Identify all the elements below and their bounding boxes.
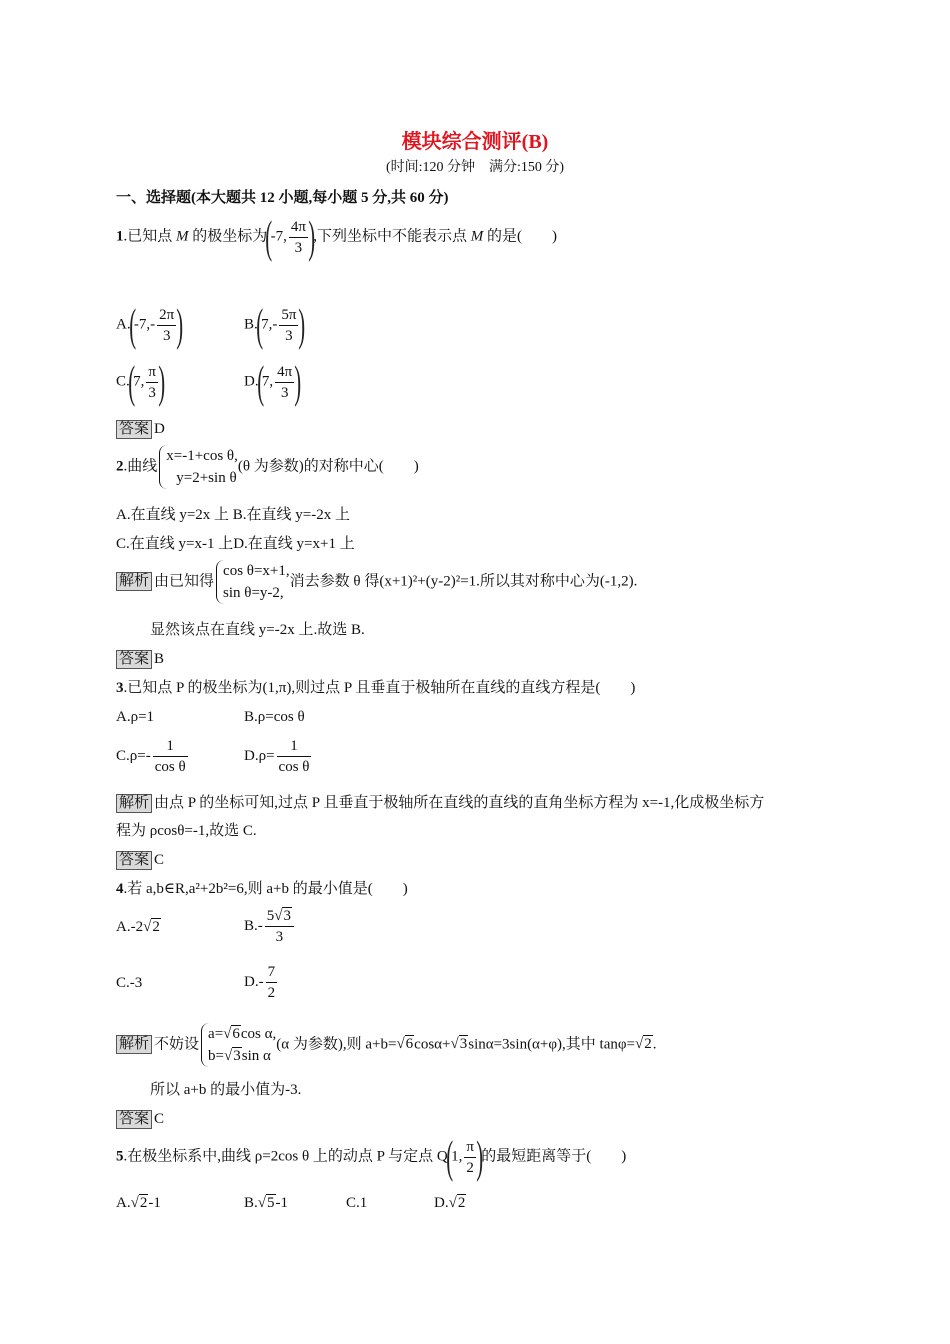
question-text: (θ 为参数)的对称中心( )	[237, 458, 419, 475]
radicand: 6	[405, 1036, 414, 1053]
fraction	[277, 736, 312, 777]
equation-line: y=2+sin θ	[176, 470, 237, 486]
analysis-tag: 解析	[116, 1035, 152, 1054]
sqrt: √3	[274, 908, 291, 924]
question-number: 5	[116, 1148, 124, 1165]
variable: M	[470, 228, 484, 245]
q4-option-a[interactable]	[116, 918, 161, 936]
question-3	[116, 679, 635, 697]
numerator: 5π	[281, 306, 297, 323]
analysis-tag: 解析	[116, 572, 152, 591]
radicand: 3	[283, 908, 291, 924]
denominator: 2	[464, 1157, 476, 1178]
page-subtitle: (时间:120 分钟 满分:150 分)	[385, 160, 565, 175]
equation-line	[208, 1023, 276, 1045]
option-label: C.	[116, 373, 130, 390]
q1-answer	[116, 420, 165, 439]
q2-option-c[interactable]: C.在直线 y=x-1 上	[116, 536, 234, 552]
paren: (	[445, 1131, 453, 1182]
q3-answer	[116, 851, 164, 870]
coefficient: 5	[266, 908, 275, 924]
fraction	[275, 362, 294, 403]
question-number: 3	[116, 680, 124, 696]
equation-part: sin α	[241, 1048, 271, 1064]
denominator: 3	[146, 382, 158, 403]
q3-option-d[interactable]	[244, 736, 313, 777]
q3-option-b[interactable]: B.ρ=cos θ	[244, 709, 305, 725]
option-text: -1	[148, 1195, 161, 1211]
q4-option-d[interactable]	[244, 962, 279, 1003]
q2-answer	[116, 650, 164, 669]
option-text: D.	[434, 1195, 449, 1211]
denominator: 3	[279, 325, 298, 346]
question-2	[116, 445, 419, 489]
equation-part: cos α,	[240, 1026, 277, 1042]
option-label: D.	[244, 373, 259, 390]
question-number: 2	[116, 458, 124, 475]
paren: (	[256, 356, 264, 407]
answer-tag: 答案	[116, 650, 152, 669]
radicand: 3	[233, 1048, 241, 1064]
q4-option-b[interactable]	[244, 906, 296, 947]
numerator: 1	[166, 738, 174, 754]
question-1	[116, 211, 558, 262]
q1-option-b[interactable]	[244, 299, 306, 350]
question-5	[116, 1131, 627, 1182]
q2-option-a[interactable]: A.在直线 y=2x 上	[116, 507, 230, 523]
q2-options-row-2	[116, 535, 355, 553]
denominator: cos θ	[153, 756, 188, 777]
question-text: 的最短距离等于( )	[481, 1148, 627, 1165]
question-text: .曲线	[123, 458, 158, 475]
numerator: π	[148, 363, 156, 380]
denominator: 3	[157, 325, 176, 346]
sqrt: √2	[130, 1195, 148, 1211]
paren: )	[294, 356, 302, 407]
sqrt: √2	[634, 1036, 652, 1053]
numerator: 1	[290, 738, 298, 754]
question-number: 4	[116, 881, 124, 897]
q1-option-c[interactable]	[116, 356, 166, 407]
equation-system	[201, 1023, 276, 1067]
option-text: A.	[116, 1195, 131, 1211]
q4-option-c[interactable]: C.-3	[116, 975, 143, 991]
paren: (	[127, 356, 135, 407]
analysis-tag: 解析	[116, 794, 152, 813]
analysis-text: .	[652, 1036, 657, 1053]
q4-analysis	[116, 1023, 656, 1067]
answer-value: C	[154, 1111, 165, 1127]
radicand: 2	[152, 919, 160, 935]
option-text: C.ρ=-	[116, 747, 151, 764]
q5-option-c[interactable]: C.1	[346, 1195, 368, 1211]
option-text: 7,-	[261, 316, 278, 333]
paren: )	[298, 299, 306, 350]
sqrt: √2	[143, 919, 160, 935]
analysis-text: (α 为参数),则 a+b=	[276, 1036, 397, 1053]
numerator: 2π	[159, 306, 175, 323]
answer-value: C	[154, 852, 165, 868]
denominator: 2	[266, 982, 278, 1003]
q2-option-b[interactable]: B.在直线 y=-2x 上	[232, 507, 351, 523]
q1-option-d[interactable]	[244, 356, 302, 407]
paren: )	[158, 356, 166, 407]
option-text: D.-	[244, 973, 264, 990]
paren: (	[265, 211, 273, 262]
sqrt: √3	[224, 1048, 241, 1064]
analysis-text: sinα=3sin(α+φ),其中 tanφ=	[468, 1036, 635, 1053]
q2-options-row-1	[116, 506, 350, 524]
radicand: 2	[139, 1195, 148, 1211]
coordinate: 1,	[451, 1148, 463, 1165]
paren: )	[308, 211, 316, 262]
q3-analysis-2: 程为 ρcosθ=-1,故选 C.	[116, 823, 257, 839]
paren: (	[255, 299, 263, 350]
option-text: B.	[244, 1195, 258, 1211]
q5-option-d[interactable]	[434, 1194, 466, 1212]
section-heading: 一、选择题(本大题共 12 小题,每小题 5 分,共 60 分)	[116, 190, 449, 206]
q5-option-b[interactable]	[244, 1194, 288, 1212]
denominator: 3	[275, 382, 294, 403]
q4-analysis-2: 所以 a+b 的最小值为-3.	[150, 1082, 302, 1098]
option-text: B.-	[244, 917, 263, 934]
equation-system	[216, 560, 290, 604]
analysis-text: 由已知得	[154, 573, 215, 590]
fraction	[279, 305, 298, 346]
denominator: 3	[265, 926, 294, 947]
equation-part: a=	[208, 1026, 224, 1042]
radicand: 3	[459, 1036, 468, 1053]
question-4	[116, 880, 408, 898]
equation-system	[159, 445, 238, 489]
equation-part: b=	[208, 1048, 224, 1064]
q3-analysis	[116, 794, 764, 813]
fraction	[289, 217, 308, 258]
q5-option-a[interactable]	[116, 1194, 161, 1212]
paren: )	[176, 299, 184, 350]
analysis-text: 消去参数 θ 得(x+1)²+(y-2)²=1.所以其对称中心为(-1,2).	[289, 573, 638, 590]
answer-tag: 答案	[116, 851, 152, 870]
sqrt: √6	[396, 1036, 414, 1053]
question-text: 的是( )	[483, 228, 558, 245]
option-text: -1	[275, 1195, 288, 1211]
fraction	[266, 962, 278, 1003]
answer-tag: 答案	[116, 1110, 152, 1129]
question-text: .在极坐标系中,曲线 ρ=2cos θ 上的动点 P 与定点 Q	[123, 1148, 448, 1165]
question-text: ,下列坐标中不能表示点	[313, 228, 471, 245]
question-text: .已知点 P 的极坐标为(1,π),则过点 P 且垂直于极轴所在直线的直线方程是( )	[123, 680, 636, 696]
question-text: .若 a,b∈R,a²+2b²=6,则 a+b 的最小值是( )	[123, 881, 408, 897]
analysis-text: 由点 P 的坐标可知,过点 P 且垂直于极轴所在直线的直线的直角坐标方程为 x=-1,化成极坐标方	[154, 795, 765, 811]
equation-line	[208, 1045, 276, 1067]
q3-option-a[interactable]: A.ρ=1	[116, 709, 155, 725]
page-title: 模块综合测评(B)	[401, 131, 549, 153]
equation-line: sin θ=y-2,	[223, 585, 284, 601]
q2-analysis	[116, 560, 637, 604]
q4-answer	[116, 1110, 164, 1129]
radicand: 6	[232, 1026, 240, 1042]
question-number: 1	[116, 228, 124, 245]
numerator: 4π	[277, 363, 293, 380]
radicand: 2	[644, 1036, 652, 1053]
option-label: A.	[116, 316, 131, 333]
option-label: B.	[244, 316, 258, 333]
option-text: -7,-	[133, 316, 156, 333]
answer-tag: 答案	[116, 420, 152, 439]
analysis-text: cosα+	[414, 1036, 451, 1053]
paren: (	[128, 299, 136, 350]
answer-value: B	[154, 651, 165, 667]
numerator: π	[466, 1138, 474, 1155]
sqrt: √5	[257, 1195, 275, 1211]
question-text: 的极坐标为	[188, 228, 268, 245]
denominator: 3	[289, 237, 308, 258]
option-text: 7,	[261, 373, 274, 390]
equation-line: x=-1+cos θ,	[166, 448, 238, 464]
q3-option-c[interactable]	[116, 736, 190, 777]
fraction	[153, 736, 188, 777]
fraction	[157, 305, 176, 346]
option-text: A.-2	[116, 919, 144, 935]
variable: M	[176, 228, 189, 245]
q1-option-a[interactable]	[116, 299, 184, 350]
q2-analysis-2: 显然该点在直线 y=-2x 上.故选 B.	[150, 622, 365, 638]
option-text: 7,	[133, 373, 145, 390]
fraction	[265, 906, 294, 947]
paren: )	[476, 1131, 484, 1182]
numerator	[265, 906, 294, 926]
denominator: cos θ	[277, 756, 312, 777]
fraction	[464, 1137, 476, 1178]
q2-option-d[interactable]: D.在直线 y=x+1 上	[233, 536, 355, 552]
sqrt: √3	[450, 1036, 468, 1053]
radicand: 2	[457, 1195, 466, 1211]
sqrt: √2	[448, 1195, 466, 1211]
analysis-text: 不妨设	[154, 1036, 200, 1053]
question-text: .已知点	[123, 228, 177, 245]
option-text: D.ρ=	[244, 747, 275, 764]
fraction	[146, 362, 158, 403]
coordinate: -7,	[270, 228, 287, 245]
radicand: 5	[267, 1195, 275, 1211]
answer-value: D	[154, 421, 165, 437]
numerator: 7	[267, 964, 276, 980]
equation-line: cos θ=x+1,	[223, 563, 290, 579]
numerator: 4π	[290, 218, 306, 235]
sqrt: √6	[223, 1026, 240, 1042]
